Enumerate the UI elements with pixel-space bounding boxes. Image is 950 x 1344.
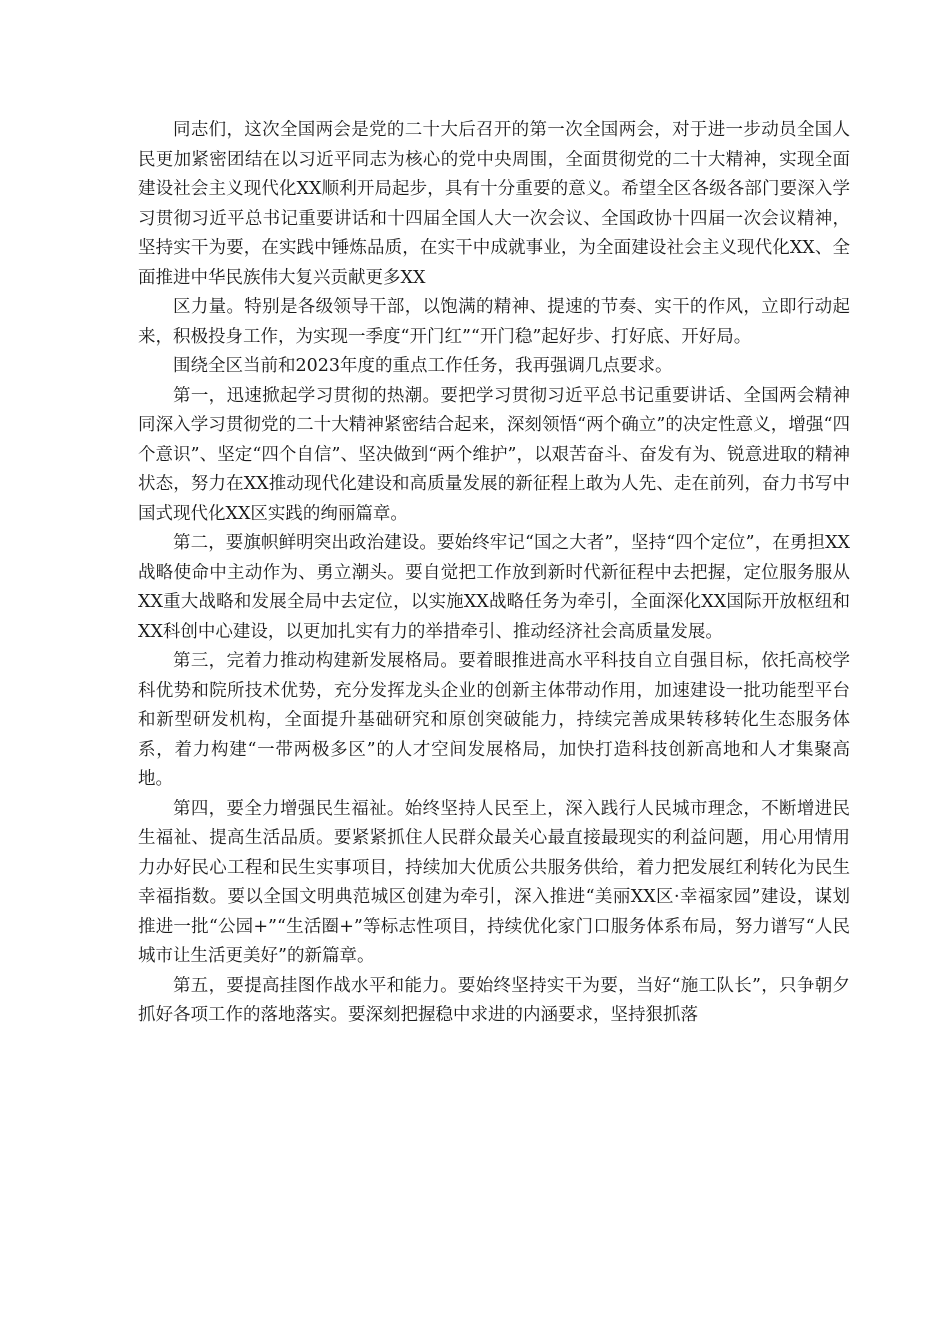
paragraph-6: 第三，完着力推动构建新发展格局。要着眼推进高水平科技自立自强目标，依托高校学科优势和院所技术优势，充分发挥龙头企业的创新主体带动作用，加速建设一批功能型平台和新型研发机构，全面提升基础研究和原创突破能力，持续完善成果转移转化生态服务体系，着力构建“一带两极多区”的人才空间发展格局，加快打造科技创新高地和人才集聚高地。 (138, 651, 850, 789)
paragraph-3: 围绕全区当前和2023年度的重点工作任务，我再强调几点要求。 (173, 356, 673, 376)
paragraph-7: 第四，要全力增强民生福祉。始终坚持人民至上，深入践行人民城市理念，不断增进民生福祉、提高生活品质。要紧紧抓住人民群众最关心最直接最现实的利益问题，用心用情用力办好民心工程和民生实事项目，持续加大优质公共服务供给，着力把发展红利转化为民生幸福指数。要以全国文明典范城区创建为牵引，深入推进“美丽XX区·幸福家园”建设，谋划推进一批“公园+”“生活圈+”等标志性项目，持续优化家门口服务体系布局，努力谱写“人民城市让生活更美好”的新篇章。 (138, 798, 850, 966)
paragraph-5: 第二，要旗帜鲜明突出政治建设。要始终牢记“国之大者”，坚持“四个定位”，在勇担XX战略使命中主动作为、勇立潮头。要自觉把工作放到新时代新征程中去把握，定位服务服从XX重大战略和发展全局中去定位，以实施XX战略任务为牵引，全面深化XX国际开放枢纽和XX科创中心建设，以更加扎实有力的举措牵引、推动经济社会高质量发展。 (138, 533, 850, 642)
document-body (138, 116, 850, 1031)
paragraph-8: 第五，要提高挂图作战水平和能力。要始终坚持实干为要，当好“施工队长”，只争朝夕抓好各项工作的落地落实。要深刻把握稳中求进的内涵要求，坚持狠抓落 (138, 975, 850, 1025)
paragraph-4: 第一，迅速掀起学习贯彻的热潮。要把学习贯彻习近平总书记重要讲话、全国两会精神同深入学习贯彻党的二十大精神紧密结合起来，深刻领悟“两个确立”的决定性意义，增强“四个意识”、坚定“四个自信”、坚决做到“两个维护”，以艰苦奋斗、奋发有为、锐意进取的精神状态，努力在XX推动现代化建设和高质量发展的新征程上敢为人先、走在前列，奋力书写中国式现代化XX区实践的绚丽篇章。 (138, 385, 850, 524)
paragraph-2: 区力量。特别是各级领导干部，以饱满的精神、提速的节奏、实干的作风，立即行动起来，积极投身工作，为实现一季度“开门红”“开门稳”起好步、打好底、开好局。 (138, 297, 850, 347)
paragraph-1: 同志们，这次全国两会是党的二十大后召开的第一次全国两会，对于进一步动员全国人民更加紧密团结在以习近平同志为核心的党中央周围，全面贯彻党的二十大精神，实现全面建设社会主义现代化XX顺利开局起步，具有十分重要的意义。希望全区各级各部门要深入学习贯彻习近平总书记重要讲话和十四届全国人大一次会议、全国政协十四届一次会议精神，坚持实干为要，在实践中锤炼品质，在实干中成就事业，为全面建设社会主义现代化XX、全面推进中华民族伟大复兴贡献更多XX (138, 120, 850, 288)
